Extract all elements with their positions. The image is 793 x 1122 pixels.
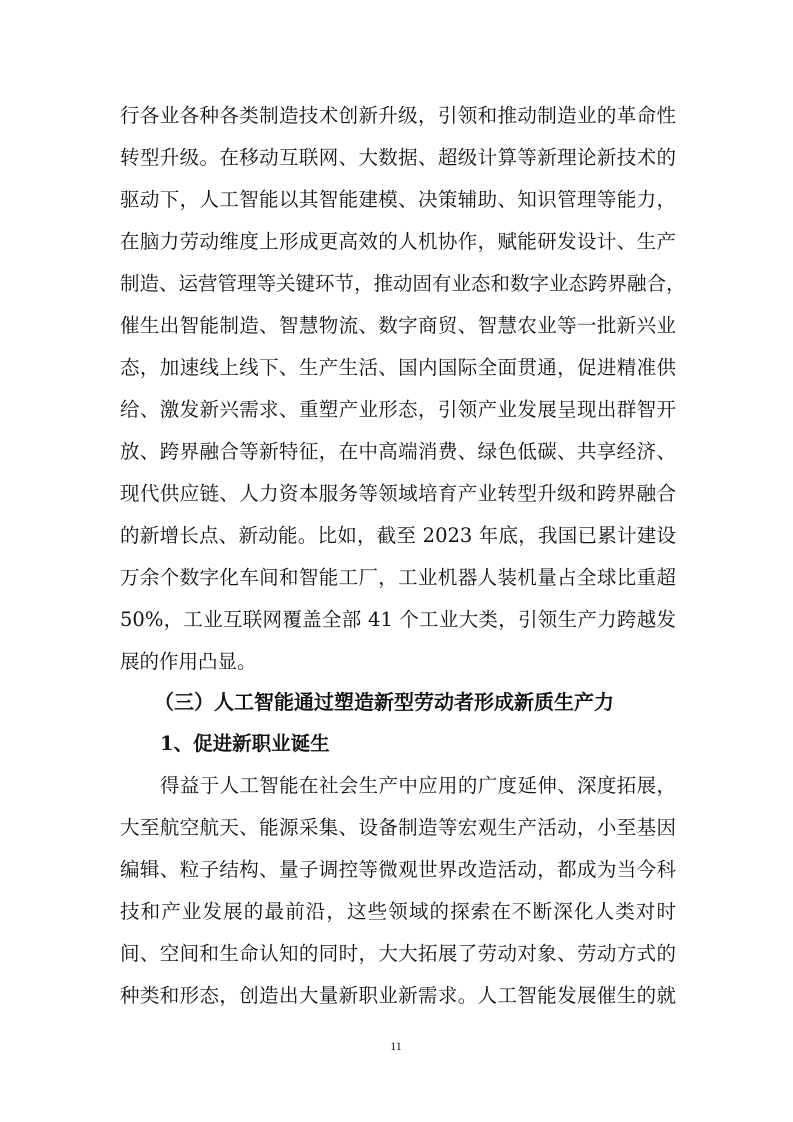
paragraph-line: 技和产业发展的最前沿，这些领域的探索在不断深化人类对时 [120, 900, 676, 923]
paragraph-line: 编辑、粒子结构、量子调控等微观世界改造活动，都成为当今科 [120, 858, 676, 881]
subsection-heading: 1、促进新职业诞生 [160, 732, 330, 755]
paragraph-line: 行各业各种各类制造技术创新升级，引领和推动制造业的革命性 [120, 104, 676, 127]
paragraph-line: 转型升级。在移动互联网、大数据、超级计算等新理论新技术的 [120, 146, 676, 169]
section-heading: （三）人工智能通过塑造新型劳动者形成新质生产力 [154, 690, 614, 714]
paragraph-line: 在脑力劳动维度上形成更高效的人机协作，赋能研发设计、生产 [120, 230, 676, 253]
paragraph-line: 催生出智能制造、智慧物流、数字商贸、智慧农业等一批新兴业 [120, 314, 676, 337]
paragraph-line: 给、激发新兴需求、重塑产业形态，引领产业发展呈现出群智开 [120, 398, 676, 421]
paragraph-line: 放、跨界融合等新特征，在中高端消费、绿色低碳、共享经济、 [120, 440, 676, 463]
paragraph-line: 驱动下，人工智能以其智能建模、决策辅助、知识管理等能力， [120, 188, 676, 211]
paragraph-line: 态，加速线上线下、生产生活、国内国际全面贯通，促进精准供 [120, 356, 676, 379]
paragraph-line: 得益于人工智能在社会生产中应用的广度延伸、深度拓展， [160, 774, 676, 797]
paragraph-line: 现代供应链、人力资本服务等领域培育产业转型升级和跨界融合 [120, 482, 676, 505]
paragraph-line: 种类和形态，创造出大量新职业新需求。人工智能发展催生的就 [120, 984, 676, 1007]
paragraph-line: 万余个数字化车间和智能工厂，工业机器人装机量占全球比重超 [120, 566, 676, 589]
paragraph-line: 50%，工业互联网覆盖全部 41 个工业大类，引领生产力跨越发 [120, 608, 676, 631]
paragraph-line: 大至航空航天、能源采集、设备制造等宏观生产活动，小至基因 [120, 816, 676, 839]
page-number: 11 [390, 1039, 402, 1053]
paragraph-line: 展的作用凸显。 [120, 650, 257, 673]
paragraph-line: 间、空间和生命认知的同时，大大拓展了劳动对象、劳动方式的 [120, 942, 676, 965]
paragraph-line: 制造、运营管理等关键环节，推动固有业态和数字业态跨界融合， [120, 272, 686, 295]
paragraph-line: 的新增长点、新动能。比如，截至 2023 年底，我国已累计建设 [120, 524, 676, 547]
